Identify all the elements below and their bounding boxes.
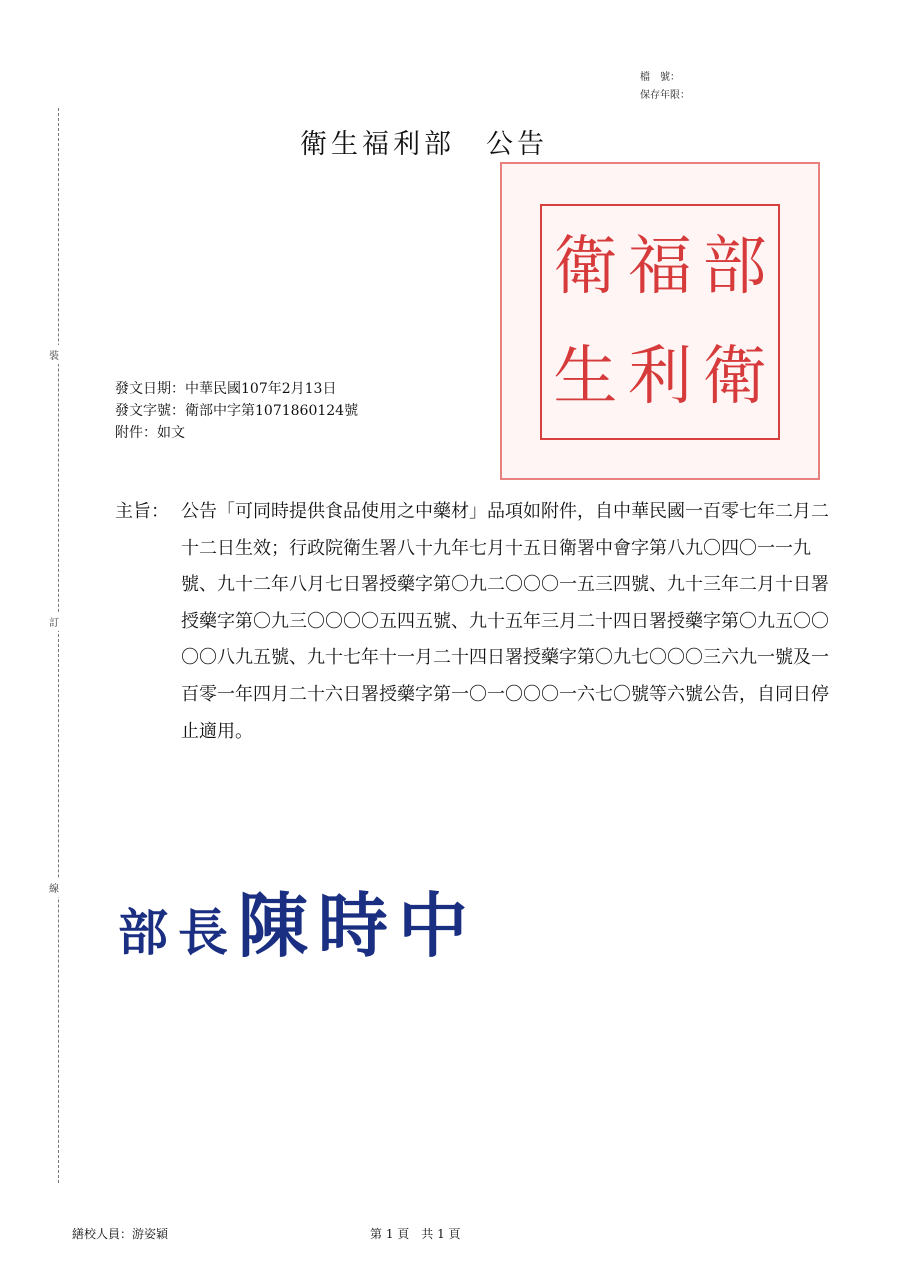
binding-char-ding: 訂 (49, 612, 59, 631)
subject-text: 公告「可同時提供食品使用之中藥材」品項如附件，自中華民國一百零七年二月二十二日生效；行政院衛生署八十九年七月十五日衛署中會字第八九〇四〇一一九號、九十二年八月七日署授藥字第〇九二〇〇〇一五三四號、九十三年二月十日署授藥字第〇九三〇〇〇〇五四五號、九十五年三月二十四日署授藥字第〇九五〇〇〇〇八九五號、九十七年十一月二十四日署授藥字第〇九七〇〇〇三六九一號及一百零一年四月二十六日署授藥字第一〇一〇〇〇一六七〇號等六號公告，自同日停止適用。 (181, 501, 829, 742)
document-title: 衛生福利部 公告 (300, 129, 548, 160)
seal-char: 衛 (702, 340, 767, 414)
seal-char: 生 (553, 340, 618, 414)
file-number-label: 檔 號： (640, 72, 680, 83)
page-number: 第 1 頁 共 1 頁 (370, 1227, 461, 1241)
seal-char: 利 (627, 340, 692, 414)
seal-char: 衛 (553, 230, 618, 304)
attachment: 附件：如文 (115, 425, 185, 441)
signature-name: 陳時中 (238, 884, 478, 967)
binding-char-zhuang: 裝 (49, 345, 59, 364)
seal-char: 福 (627, 230, 692, 304)
official-seal (500, 162, 820, 480)
minister-signature (118, 870, 478, 971)
subject-label: 主旨： (115, 501, 169, 522)
issue-number: 發文字號：衛部中字第1071860124號 (115, 403, 359, 419)
seal-char: 部 (702, 230, 767, 304)
signature-title: 部長 (118, 903, 238, 962)
binding-char-xian: 線 (49, 878, 59, 897)
retention-period-label: 保存年限： (640, 90, 690, 101)
binding-line (58, 108, 59, 1183)
proofreader: 繕校人員：游姿穎 (72, 1227, 169, 1241)
issue-date: 發文日期：中華民國107年2月13日 (115, 381, 337, 397)
seal-inner-frame (540, 204, 780, 440)
